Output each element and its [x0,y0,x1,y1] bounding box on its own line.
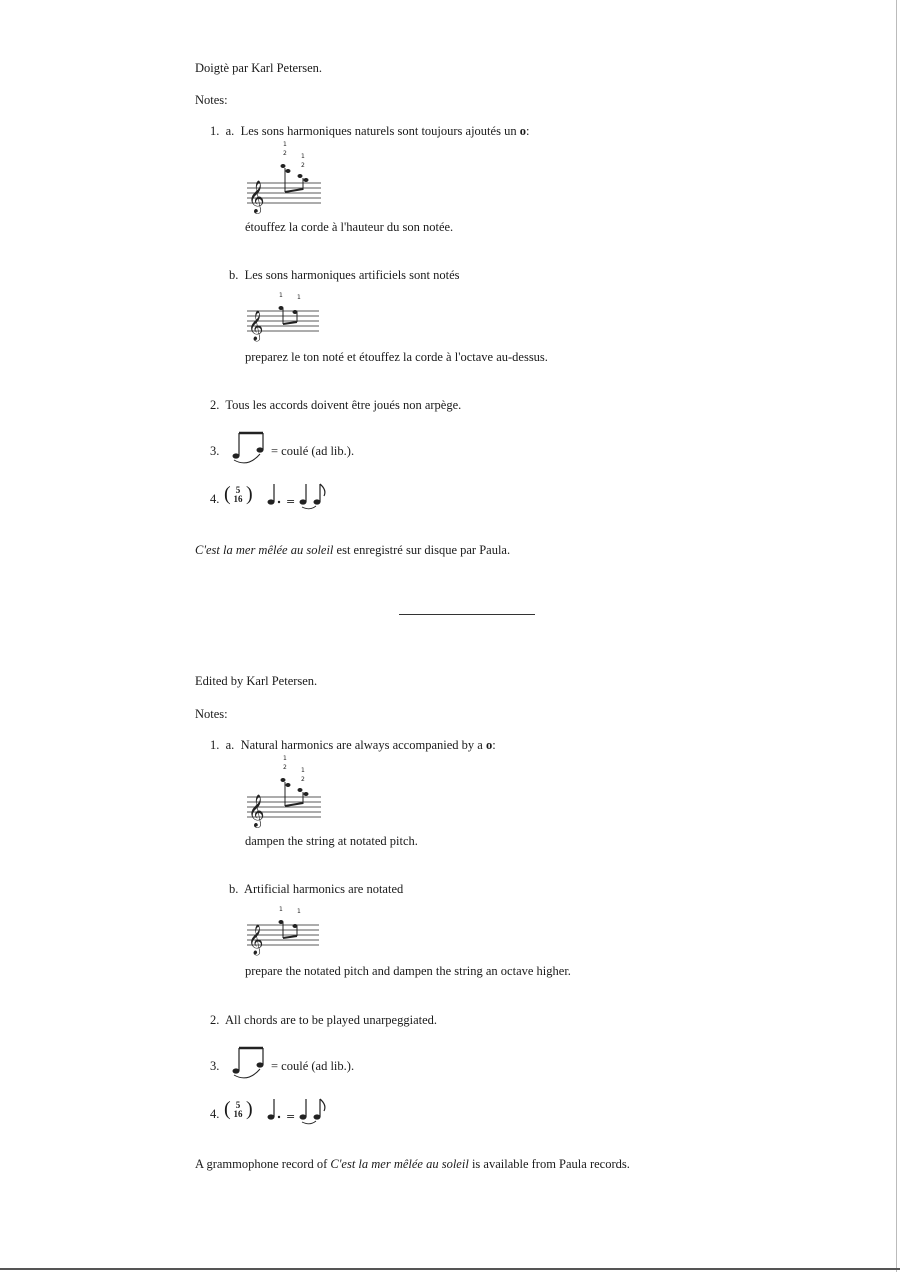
fr-note1b [229,267,460,283]
fr-note1a-text: Les sons harmoniques naturels sont toujours ajoutés un [240,124,517,138]
en-artificial-harmonics-staff [245,902,325,962]
fr-note-equivalence-icon [265,480,335,510]
en-notes-heading: Notes: [195,707,228,721]
svg-text:1: 1 [283,755,287,762]
en-note1b-label: b. [229,882,239,896]
svg-text:=: = [286,495,296,508]
fr-note1a-label: a. [225,124,235,138]
en-note1a-label: a. [225,738,235,752]
fr-note2-text: Tous les accords doivent être joués non arpège. [225,398,462,412]
svg-text:1: 1 [297,908,301,915]
svg-text:2: 2 [301,776,305,783]
fr-note1b-text: Les sons harmoniques artificiels sont notés [244,268,460,282]
fr-artificial-harmonics-staff [245,288,325,348]
svg-text:1: 1 [301,153,305,160]
fr-note1 [210,123,529,139]
fr-natural-harmonics-staff [245,138,325,218]
en-note3-text: = coulé (ad lib.). [271,1059,355,1073]
fr-note4-number: 4. [210,492,220,506]
en-note2-number: 2. [210,1013,220,1027]
paren-open: ( [224,1098,231,1120]
time-top: 5 [235,1100,241,1110]
en-note1b-after: prepare the notated pitch and dampen the string an octave higher. [245,964,571,978]
treble-clef-icon: 𝄞 [248,794,265,827]
time-bottom: 16 [233,1109,243,1119]
en-note4-number: 4. [210,1107,220,1121]
harmonic-symbol: o [485,738,493,752]
page-edge [896,0,897,1272]
time-bottom: 16 [233,494,243,504]
treble-clef-icon: 𝄞 [248,311,264,341]
fr-note1b-after: preparez le ton noté et étouffez la corde à l'octave au-dessus. [245,350,548,364]
fr-colon: : [525,124,530,138]
en-note2 [210,1012,437,1028]
en-note1a-text: Natural harmonics are always accompanied by a [240,738,483,752]
svg-text:=: = [286,1110,296,1123]
en-note-equivalence-icon [265,1095,335,1125]
treble-clef-icon: 𝄞 [248,180,265,213]
fr-notes-heading: Notes: [195,93,228,107]
fr-recording-line [195,542,510,558]
en-colon: : [492,738,496,752]
svg-text:1: 1 [301,767,305,774]
en-edited-by: Edited by Karl Petersen. [195,674,318,688]
fr-note1b-label: b. [229,268,239,282]
en-recording-title: C'est la mer mêlée au soleil [330,1157,469,1171]
en-recording-prefix: A grammophone record of [195,1157,331,1171]
svg-text:2: 2 [283,764,287,771]
paren-close: ) [246,1098,253,1120]
fr-recording-text: est enregistré sur disque par Paula. [333,543,511,557]
en-recording-line [195,1156,630,1172]
svg-text:1: 1 [283,141,287,148]
en-note1a-after: dampen the string at notated pitch. [245,834,418,848]
time-top: 5 [235,485,241,495]
en-note1 [210,737,496,753]
svg-text:1: 1 [279,906,283,913]
fr-note2 [210,397,461,413]
svg-text:2: 2 [301,162,305,169]
svg-text:2: 2 [283,150,287,157]
en-slur-notes-icon [228,1045,270,1079]
en-note2-text: All chords are to be played unarpeggiated. [224,1013,438,1027]
fr-note1-number: 1. [210,124,220,138]
fr-recording-title: C'est la mer mêlée au soleil [195,543,334,557]
en-note1b [229,881,403,897]
paren-open: ( [224,483,231,505]
paren-close: ) [246,483,253,505]
section-divider [399,614,535,615]
page-bottom-edge [0,1268,900,1270]
en-recording-suffix: is available from Paula records. [468,1157,630,1171]
treble-clef-icon: 𝄞 [248,925,264,955]
svg-text:1: 1 [279,292,283,299]
fr-edited-by: Doigtè par Karl Petersen. [195,61,323,75]
en-natural-harmonics-staff [245,752,325,832]
fr-note3-number: 3. [210,444,220,458]
harmonic-symbol: o [519,124,526,138]
en-note1b-text: Artificial harmonics are notated [243,882,404,896]
svg-text:1: 1 [297,294,301,301]
fr-slur-notes-icon [228,430,270,464]
en-note3-number: 3. [210,1059,220,1073]
fr-note1a-after: étouffez la corde à l'hauteur du son notée. [245,220,454,234]
fr-note2-number: 2. [210,398,220,412]
en-note1-number: 1. [210,738,220,752]
fr-note3-text: = coulé (ad lib.). [271,444,355,458]
